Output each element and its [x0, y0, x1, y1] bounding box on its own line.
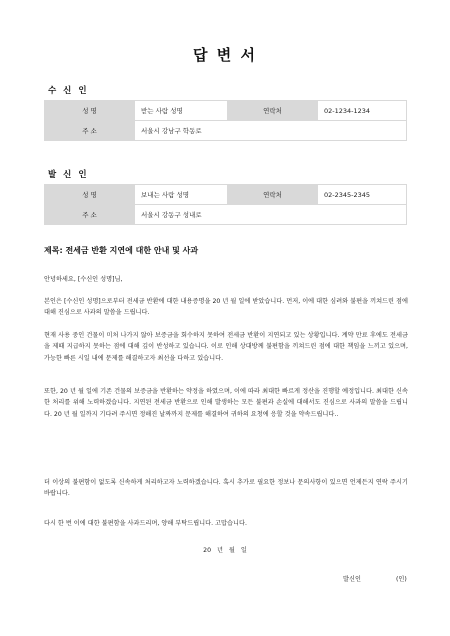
sender-section-label: 발 신 인: [48, 170, 89, 180]
sender-signature-label: 발신인: [343, 576, 361, 583]
subject-line: 제목: 전세금 반환 지연에 대한 안내 및 사과: [44, 246, 199, 255]
body-paragraph-2: 현재 사용 중인 건물이 미처 나가지 않아 보증금을 회수하지 못하여 전세금 반환이 지연되고 있는 상황입니다. 계약 만료 후에도 전세금을 제때 지급하지 못하는 점에 대해 깊이 반성하고 있습니다. 이로 인해 상대방께 불편함을 끼쳐드린 점에 대한 책임을 느끼고 있으며, 가능한 빠른 시일 내에 문제를 해결하고자 최선을 다하고 있습니다.: [44, 332, 408, 362]
sender-name-row: [45, 185, 407, 205]
body-paragraph-1: 본인은 [수신인 성명]으로부터 전세금 반환에 대한 내용증명을 20 년 월 일에 받았습니다. 먼저, 이에 대한 심려와 불편을 끼쳐드린 점에 대해 진심으로 사과의 말씀을 드립니다.: [44, 298, 408, 317]
recipient-name-label: 성 명: [45, 101, 135, 121]
document-title: 답 변 서: [193, 46, 257, 64]
recipient-section-label: 수 신 인: [48, 86, 89, 96]
recipient-table: [44, 100, 407, 141]
sender-address-label: 주 소: [45, 205, 135, 225]
recipient-name-value: 받는 사람 성명: [135, 101, 228, 121]
greeting: 안녕하세요, [수신인 성명]님,: [44, 276, 123, 283]
body-paragraph-5: 다시 한 번 이에 대한 불편함을 사과드리며, 양해 부탁드립니다. 고맙습니다.: [44, 520, 247, 527]
body-paragraph-4: 더 이상의 불편함이 없도록 신속하게 처리하고자 노력하겠습니다. 혹시 추가로 필요한 정보나 문의사항이 있으면 언제든지 연락 주시기 바랍니다.: [44, 479, 408, 498]
sender-address-value: 서울시 강동구 성내로: [135, 205, 407, 225]
sender-contact-label: 연락처: [228, 185, 318, 205]
recipient-name-row: [45, 101, 407, 121]
sender-table: [44, 184, 407, 225]
sender-name-value: 보내는 사람 성명: [135, 185, 228, 205]
sender-address-row: [45, 205, 407, 225]
recipient-address-label: 주 소: [45, 121, 135, 141]
sender-contact-value: 02-2345-2345: [318, 185, 407, 205]
recipient-contact-label: 연락처: [228, 101, 318, 121]
recipient-address-value: 서울시 강남구 학동로: [135, 121, 407, 141]
recipient-contact-value: 02-1234-1234: [318, 101, 407, 121]
date-line: 20 년 월 일: [203, 547, 247, 554]
body-paragraph-3: 또한, 20 년 월 일에 기존 건물의 보증금을 반환하는 약정을 하였으며, 이에 따라 최대한 빠르게 정산을 진행할 예정입니다. 최대한 신속한 처리를 위해 노력하겠습니다. 지연된 전세금 반환으로 인해 발생하는 모든 불편과 손실에 대해서도 진심으로 사과의 말씀을 드립니다. 20 년 월 일까지 기다려 주시면 정해진 날짜까지 문제를 해결하여 귀하의 요청에 응할 것을 약속드립니다..: [44, 388, 408, 418]
sender-name-label: 성 명: [45, 185, 135, 205]
recipient-address-row: [45, 121, 407, 141]
seal-mark: (인): [396, 576, 407, 583]
